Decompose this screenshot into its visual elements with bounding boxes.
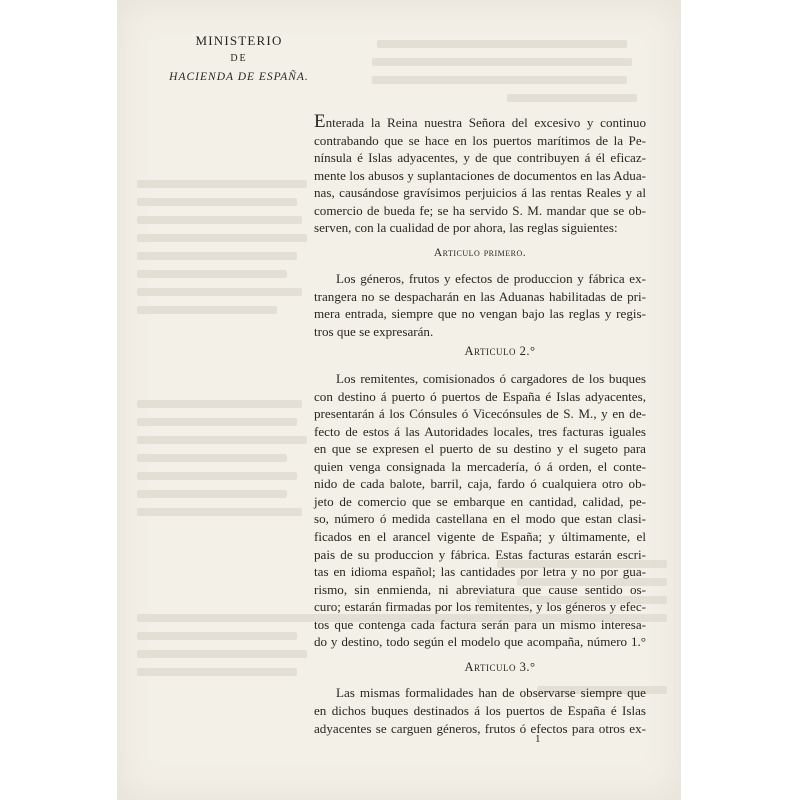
article-2-line: tas en idioma español; las cantidades por letra y no por gua- [314, 564, 646, 580]
article-2-line: Los remitentes, comisionados ó cargadores de los buques [336, 371, 646, 387]
article-2-line: jeto de comercio que se embarque en cantidad, calidad, pe- [314, 493, 646, 509]
article-2-line: ficados en el arancel vigente de España; y últimamente, el [314, 529, 646, 545]
article-2-line: curo; estarán firmadas por los remitentes, y los géneros y efec- [314, 599, 646, 615]
article-2-heading: Articulo 2.° [464, 343, 536, 358]
intro-dropcap: E [314, 111, 326, 132]
intro-line-1: Enterada la Reina nuestra Señora del excesivo y continuo [314, 111, 646, 132]
article-2-line: so, número ó medida castellana en el modo que estan clasi- [314, 511, 646, 527]
document-page [117, 0, 681, 800]
article-2-line: fecto de estos á las Autoridades locales, tres facturas iguales [314, 423, 646, 439]
ministry-header [169, 32, 309, 86]
article-2-line: do y destino, todo según el modelo que acompaña, número 1.° [314, 634, 646, 650]
intro-line: serven, con la cualidad de por ahora, las reglas siguientes: [314, 220, 618, 236]
article-3-line: adyacentes se carguen géneros, frutos ó efectos para otros ex- [314, 720, 646, 736]
intro-line: nínsula é Islas adyacentes, y de que contribuyen á él eficaz- [314, 150, 646, 166]
article-1-heading: Articulo primero. [433, 246, 527, 259]
intro-line: comercio de bueda fe; se ha servido S. M. mandar que se ob- [314, 202, 646, 218]
article-2-line: con destino á puerto ó puertos de España é Islas adyacentes, [314, 388, 646, 404]
article-1-line: trangera no se despacharán en las Aduanas habilitadas de pri- [314, 288, 646, 304]
article-2-line: pais de su produccion y fábrica. Estas facturas estarán escri- [314, 546, 646, 562]
article-2-line: rismo, sin enmienda, ni abreviatura que cause sentido os- [314, 581, 646, 597]
header-ministerio: MINISTERIO [195, 33, 283, 48]
article-3-heading: Articulo 3.° [464, 659, 536, 674]
article-2-line: presentarán á los Cónsules ó Vicecónsules de S. M., y en de- [314, 406, 646, 422]
article-3-line: Las mismas formalidades han de observarse siempre que [336, 685, 646, 701]
article-2-line: en que se expresen el puerto de su destino y el sugeto para [314, 441, 646, 457]
header-de: DE [230, 53, 248, 64]
intro-line: mente los abusos y suplantaciones de documentos en las Adua- [314, 167, 646, 183]
page-number: 1 [535, 733, 541, 745]
article-1-line: Los géneros, frutos y efectos de produccion y fábrica ex- [336, 271, 646, 287]
header-hacienda: HACIENDA DE ESPAÑA. [169, 71, 309, 83]
article-3-line: en dichos buques destinados á los puertos de España é Islas [314, 702, 646, 718]
intro-line: contrabando que se hace en los puertos marítimos de la Pe- [314, 132, 646, 148]
document-body [314, 113, 646, 737]
article-1-line: tros que se expresarán. [314, 324, 434, 340]
article-2-line: nido de cada balote, barril, caja, fardo ó cualquiera otro ob- [314, 476, 646, 492]
article-2-line: tos que contenga cada factura serán para un mismo interesa- [314, 616, 646, 632]
article-2-line: quien venga consignada la mercadería, ó á orden, el conte- [314, 458, 646, 474]
article-1-line: mera entrada, siempre que no vengan bajo las reglas y regis- [314, 306, 646, 322]
intro-line: nas, causándose gravísimos perjuicios á las rentas Reales y al [314, 185, 646, 201]
